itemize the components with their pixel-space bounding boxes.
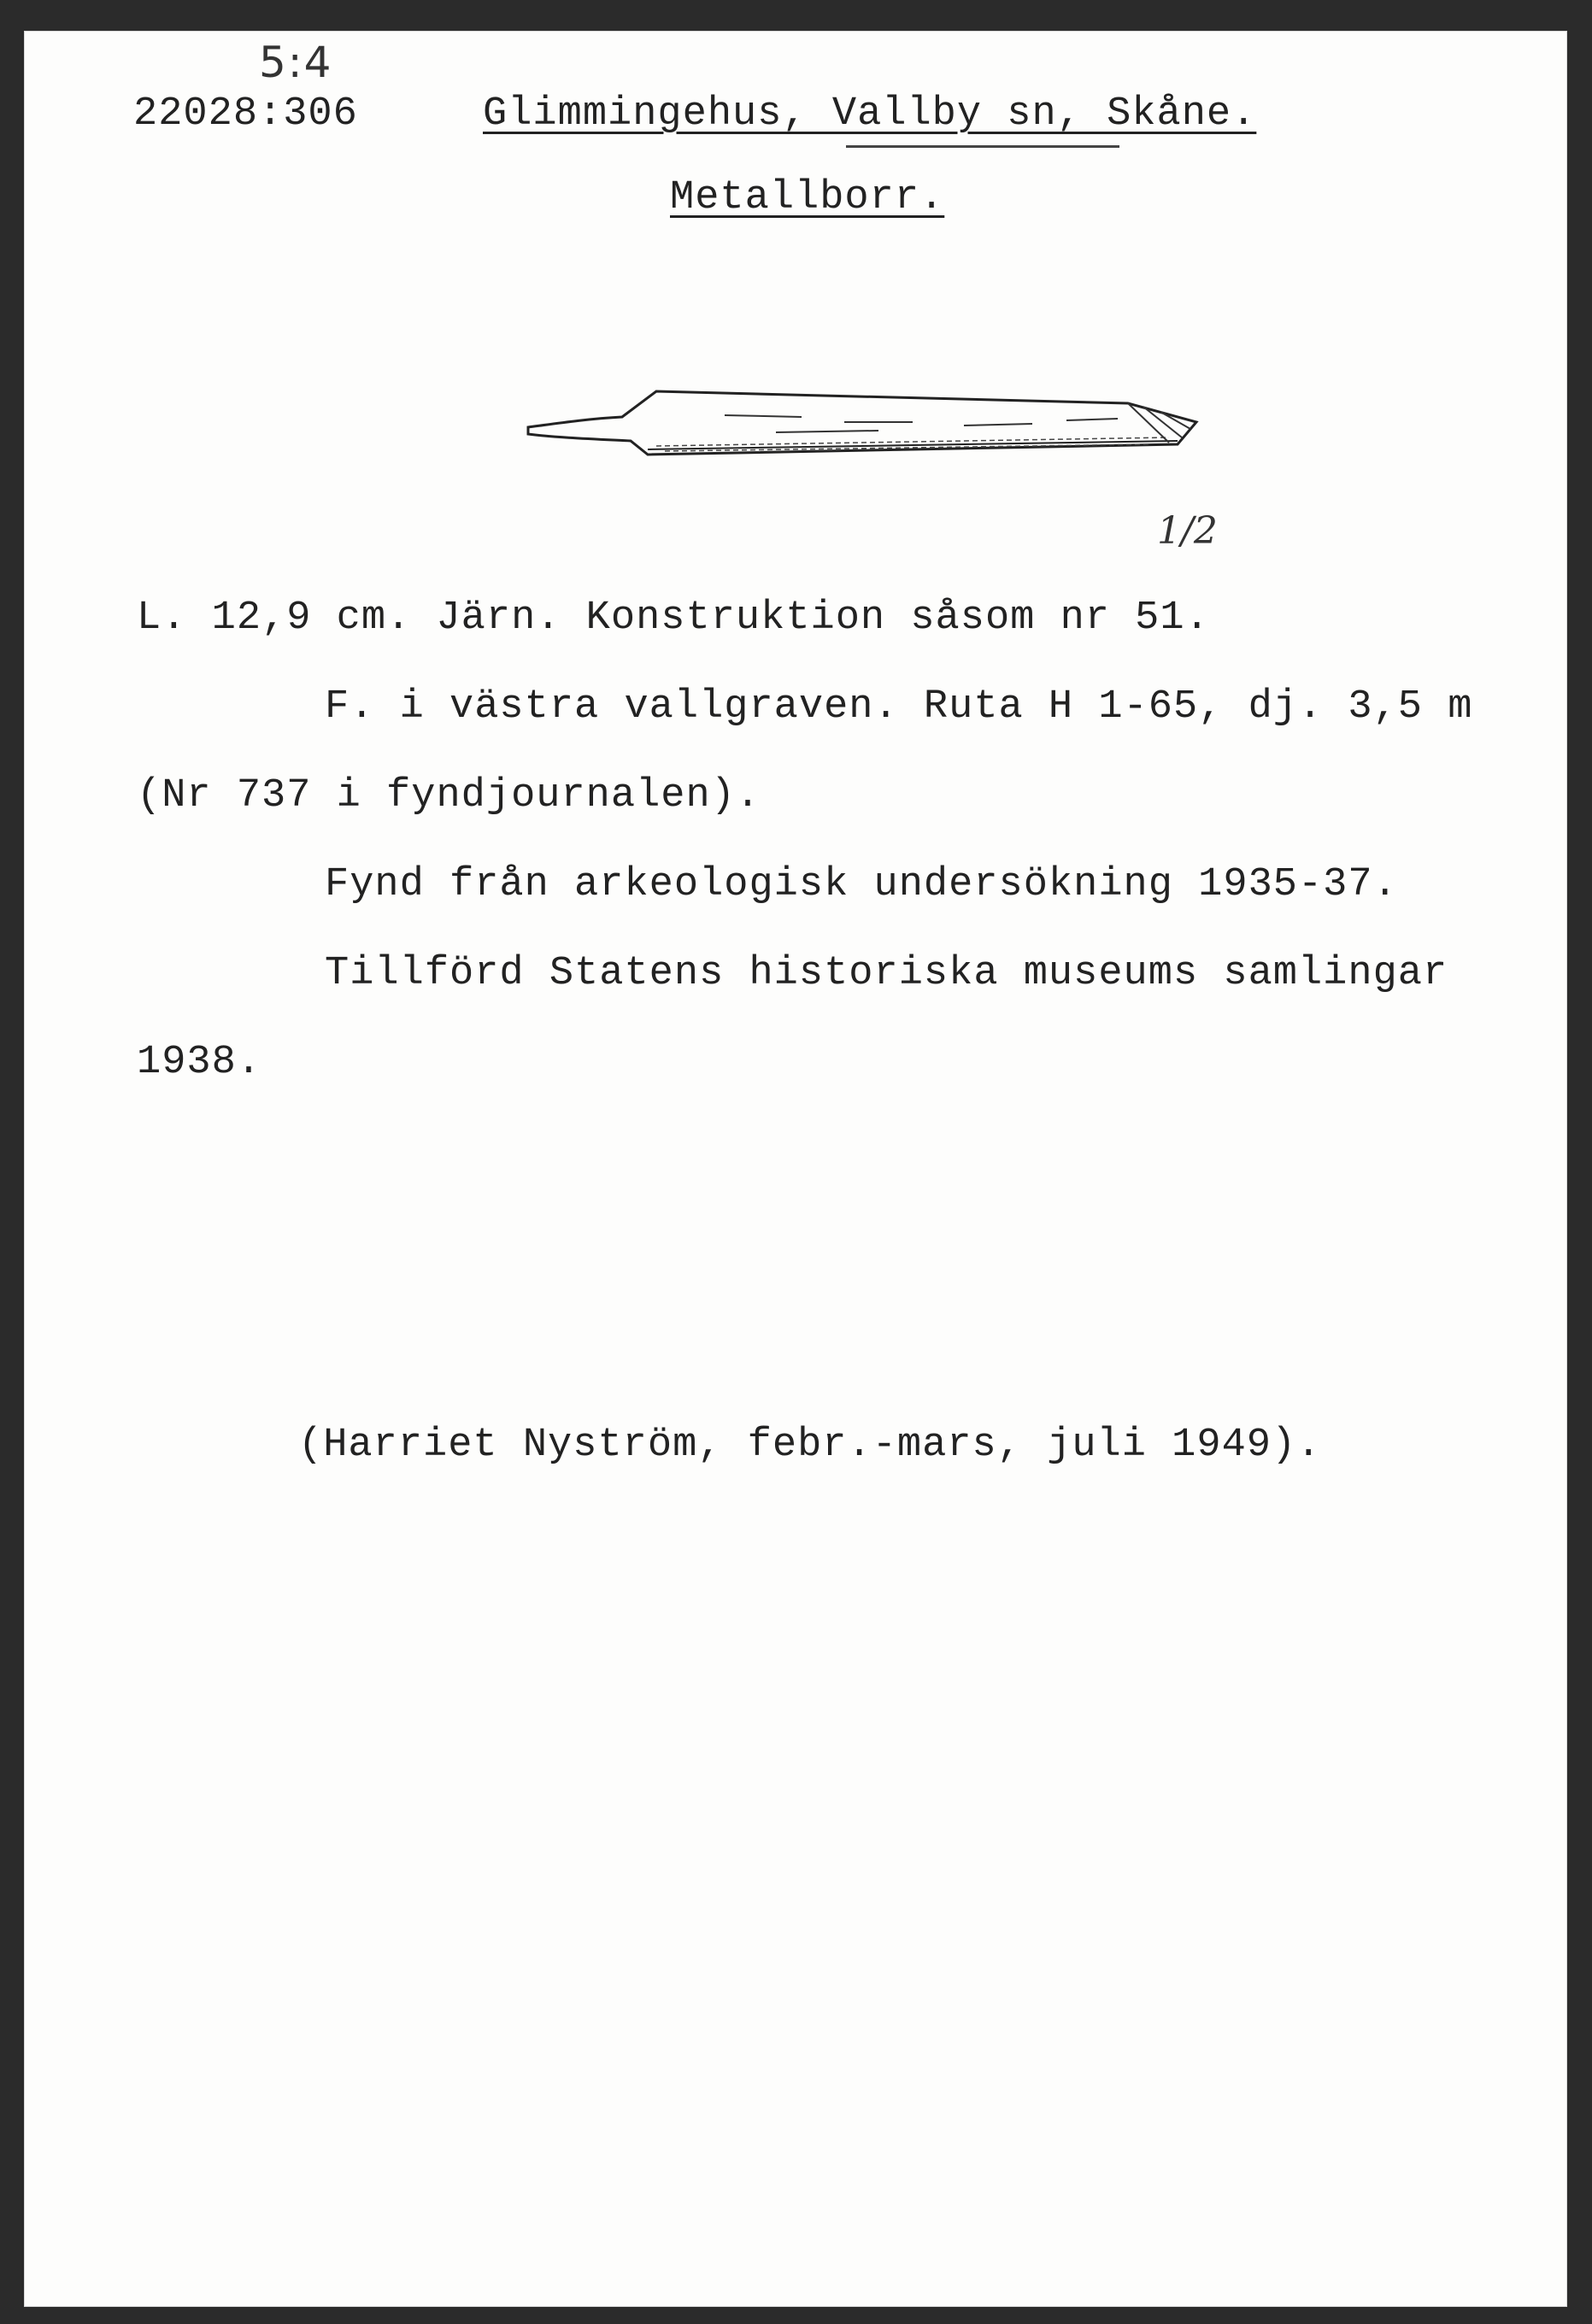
text-line-5: Tillförd Statens historiska museums samlingar [325, 951, 1448, 996]
drill-drawing [520, 381, 1203, 484]
text-line-4: Fynd från arkeologisk undersökning 1935-37. [325, 862, 1398, 907]
text-line-1: L. 12,9 cm. Järn. Konstruktion såsom nr 51. [137, 596, 1210, 641]
text-line-6: 1938. [137, 1040, 262, 1085]
text-line-3: (Nr 737 i fyndjournalen). [137, 773, 761, 819]
signature-line: (Harriet Nyström, febr.-mars, juli 1949). [298, 1423, 1322, 1468]
catalog-number: 22028:306 [133, 91, 358, 137]
underline-mark [846, 145, 1119, 148]
handwritten-number: 5:4 [259, 38, 333, 87]
scale-label: 1/2 [1157, 509, 1218, 553]
catalog-card [24, 31, 1567, 2307]
object-name: Metallborr. [670, 175, 945, 220]
location-heading: Glimmingehus, Vallby sn, Skåne. [483, 91, 1257, 137]
text-line-2: F. i västra vallgraven. Ruta H 1-65, dj. 3,5 m [325, 684, 1473, 730]
